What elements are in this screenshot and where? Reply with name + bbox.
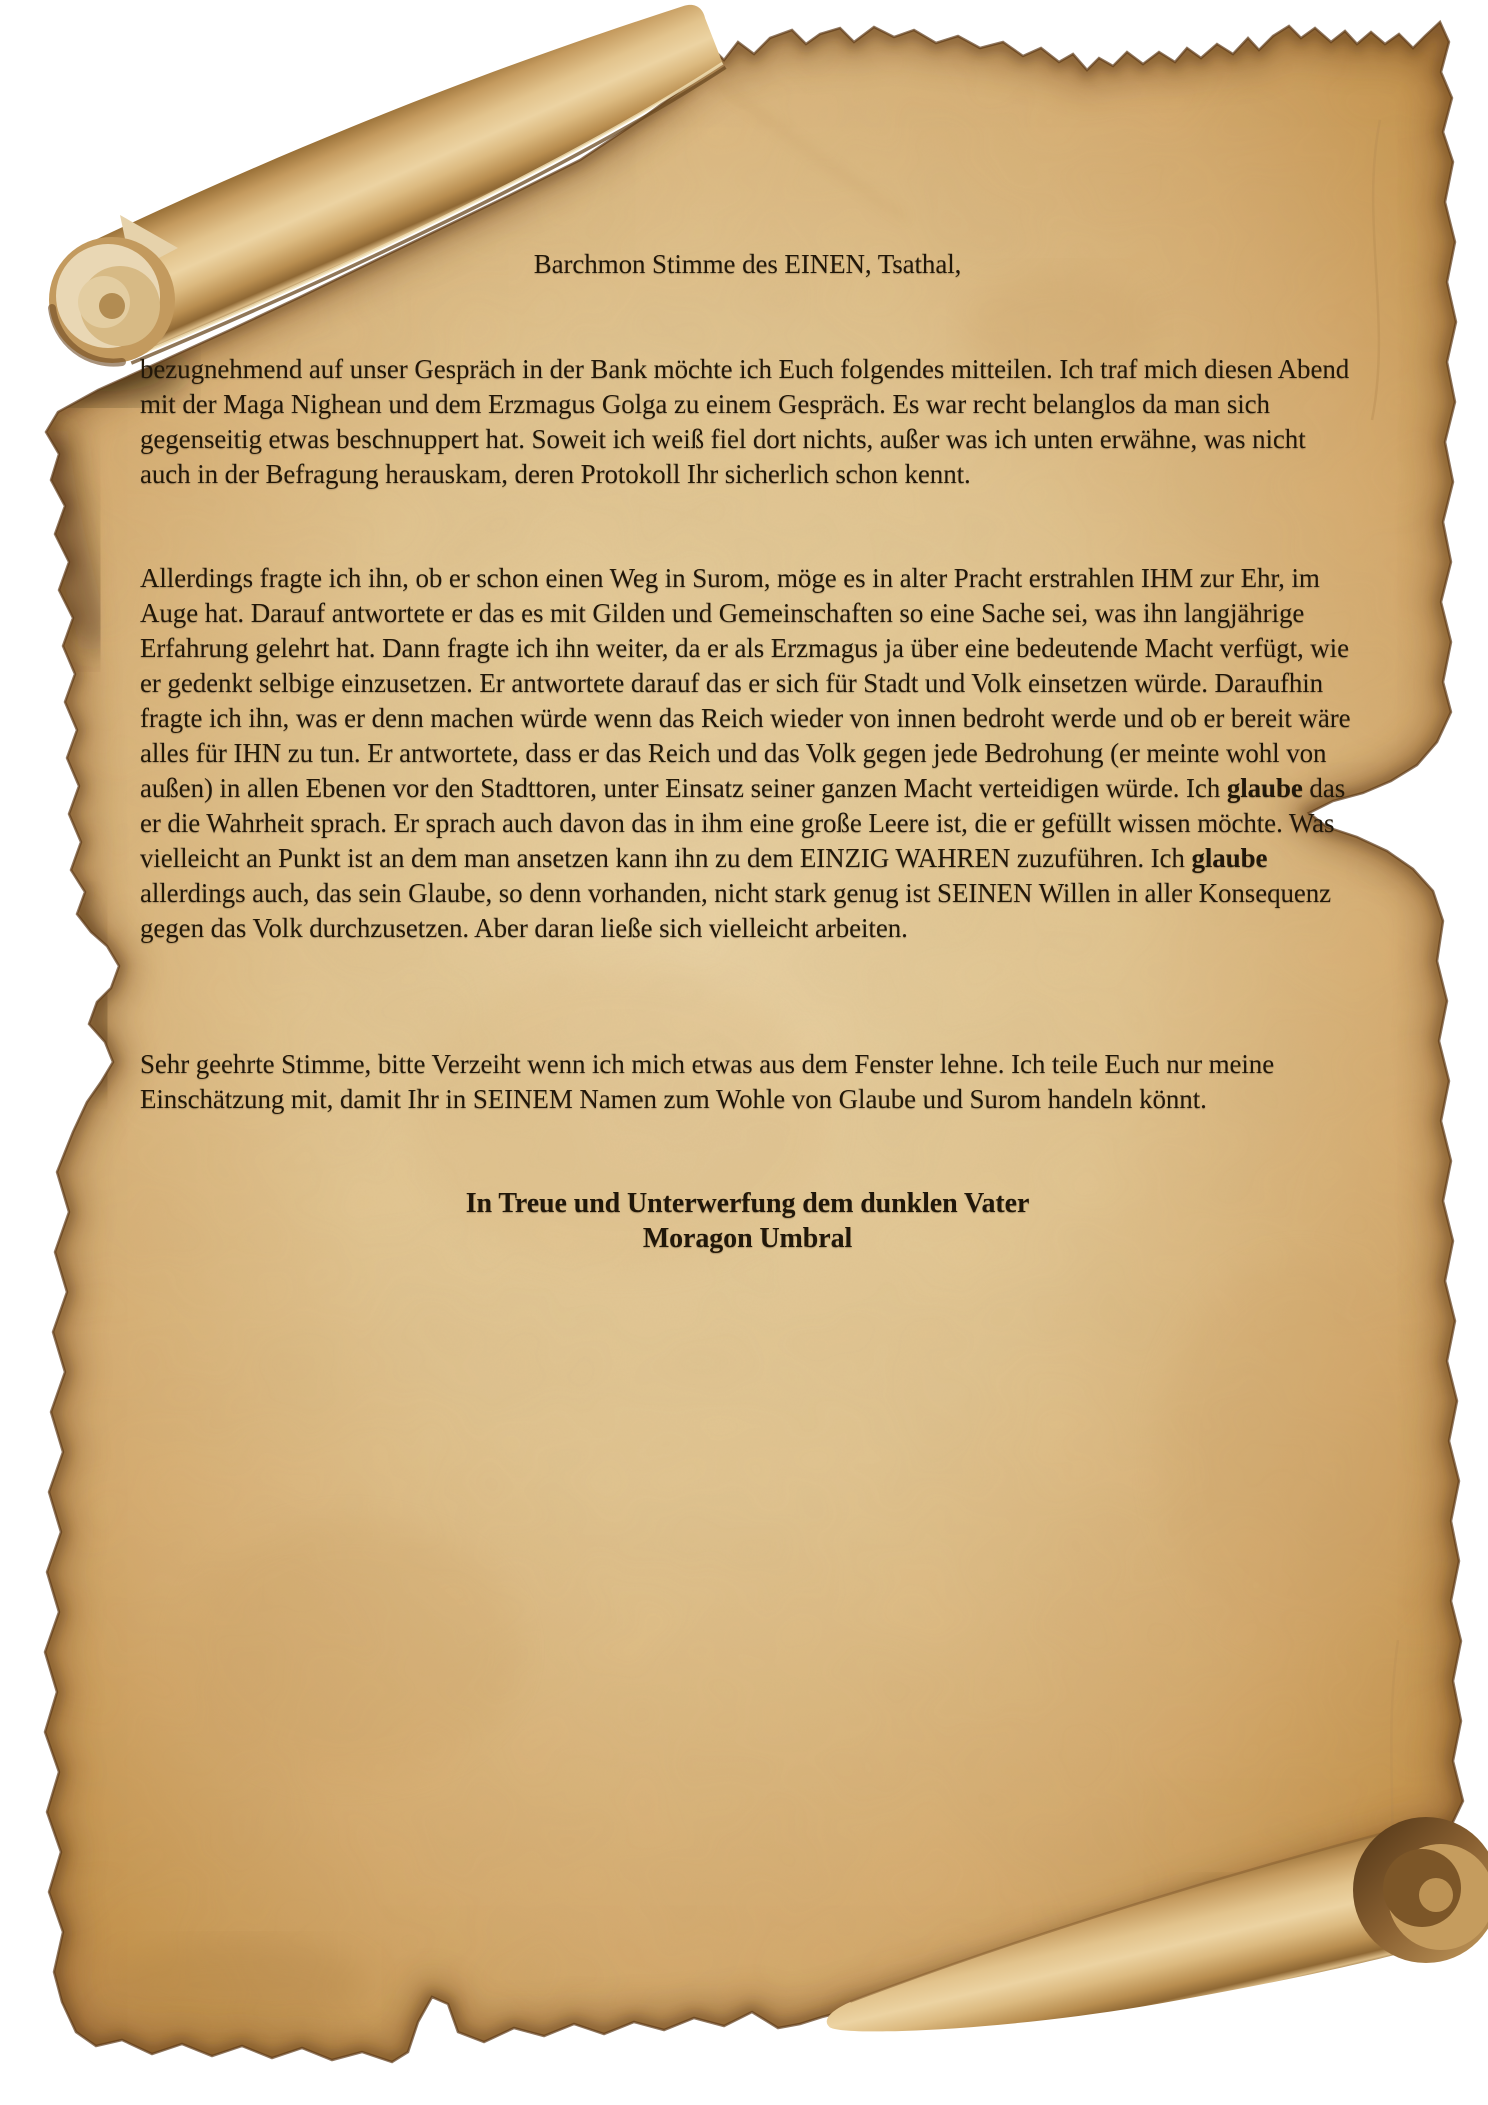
- paragraph-1: bezugnehmend auf unser Gespräch in der Bank möchte ich Euch folgendes mitteilen. Ich traf mich diesen Abend mit der Maga Nighean und dem Erzmagus Golga zu einem Gespräch. Es war recht belanglos da man sich gegenseitig etwas beschnuppert hat. Soweit ich weiß fiel dort nichts, außer was ich unten erwähne, was nicht auch in der Befragung herauskam, deren Protokoll Ihr sicherlich schon kennt.: [140, 354, 1350, 489]
- salutation: Barchmon Stimme des EINEN, Tsathal,: [533, 249, 962, 279]
- closing-line-1: In Treue und Unterwerfung dem dunklen Vater: [465, 1188, 1030, 1219]
- letter-text: [140, 247, 1355, 1256]
- paragraph-2: [140, 561, 1355, 1012]
- cap-spiral-core: [1419, 1878, 1453, 1912]
- paragraph-2-bold-glaube-1: glaube: [1226, 773, 1303, 803]
- closing-line-2: Moragon Umbral: [642, 1223, 853, 1254]
- paragraph-2-bold-glaube-2: glaube: [1191, 843, 1268, 873]
- stain: [110, 1940, 370, 2030]
- paragraph-2-part-3: allerdings auch, das sein Glaube, so denn vorhanden, nicht stark genug ist SEINEN Willen in aller Konsequenz gegen das Volk durchzusetzen. Aber daran ließe sich vielleicht arbeiten.: [140, 878, 1332, 943]
- closing-signature: [140, 1186, 1355, 1256]
- stain: [180, 1520, 520, 1780]
- paragraph-2-part-1: Allerdings fragte ich ihn, ob er schon einen Weg in Surom, möge es in alter Pracht erstrahlen IHM zur Ehr, im Auge hat. Darauf antwortete er das es mit Gilden und Gemeinschaften so eine Sache sei, was ihn langjährige Erfahrung gelehrt hat. Dann fragte ich ihn weiter, da er als Erzmagus ja über eine bedeutende Macht verfügt, wie er gedenkt selbige einzusetzen. Er antwortete darauf das er sich für Stadt und Volk einsetzen würde. Daraufhin fragte ich ihn, was er denn machen würde wenn das Reich wieder von innen bedroht werde und ob er bereit wäre alles für IHN zu tun. Er antwortete, dass er das Reich und das Volk gegen jede Bedrohung (er meinte wohl von außen) in allen Ebenen vor den Stadttoren, unter Einsatz seiner ganzen Macht verteidigen würde. Ich: [140, 563, 1351, 803]
- stain: [1160, 1260, 1440, 1640]
- paragraph-2-part-2: das er die Wahrheit sprach. Er sprach auch davon das in ihm eine große Leere ist, die er gefüllt wissen möchte. Was vielleicht an Punkt ist an dem man ansetzen kann ihn zu dem EINZIG WAHREN zuzuführen. Ich: [140, 773, 1346, 873]
- cap-spiral-core: [99, 293, 125, 319]
- paragraph-3: Sehr geehrte Stimme, bitte Verzeiht wenn ich mich etwas aus dem Fenster lehne. Ich teile Euch nur meine Einschätzung mit, damit Ihr in SEINEM Namen zum Wohle von Glaube und Surom handeln könnt.: [140, 1049, 1275, 1114]
